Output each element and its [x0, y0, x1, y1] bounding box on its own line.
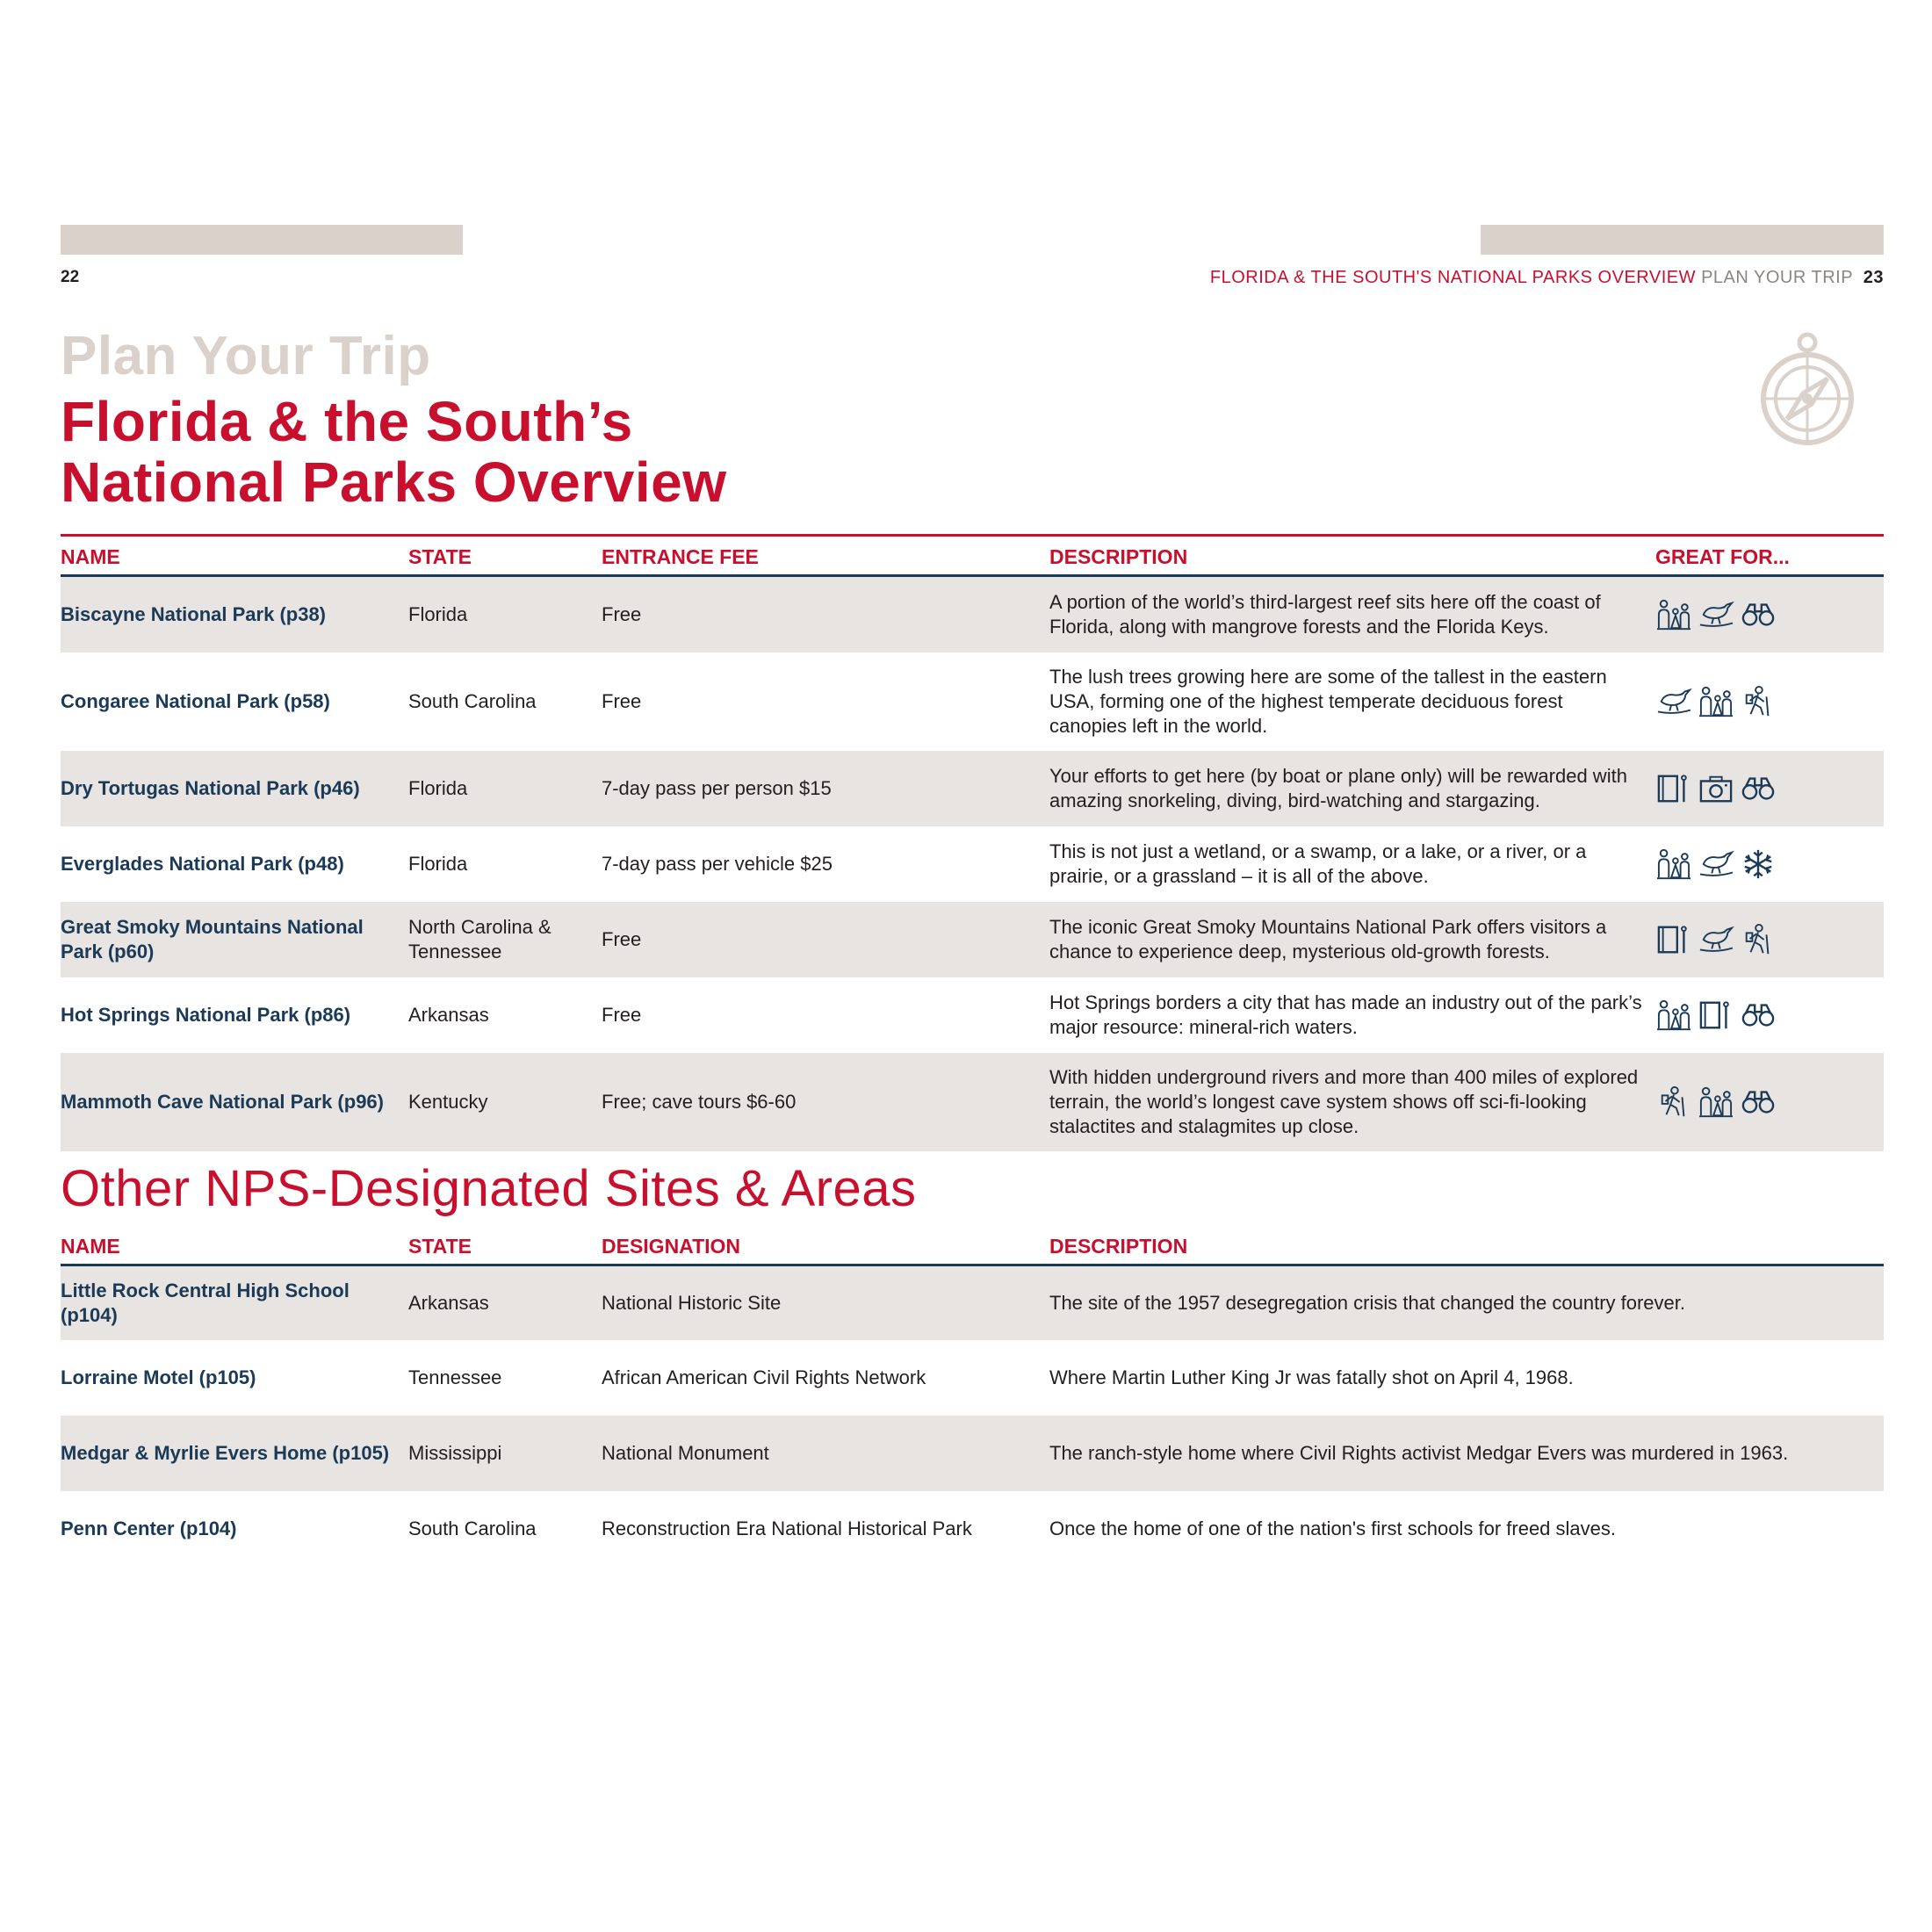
col-header-fee: ENTRANCE FEE: [602, 545, 759, 568]
table-row: [61, 1053, 1884, 1151]
park-name: Biscayne National Park (p38): [61, 576, 408, 652]
family-icon: [1655, 598, 1692, 631]
table-row: [61, 652, 1884, 751]
park-description: The iconic Great Smoky Mountains National Park offers visitors a chance to experience deep, mysterious old-growth forests.: [1049, 902, 1655, 977]
sites-table: [61, 1224, 1884, 1567]
page-number-left: 22: [61, 268, 80, 286]
table-row: [61, 826, 1884, 902]
park-fee: Free: [602, 689, 642, 712]
park-fee: Free: [602, 1003, 642, 1026]
great-for-icons: [1655, 977, 1884, 1053]
running-head: [1210, 268, 1884, 288]
site-designation: Reconstruction Era National Historical Park: [602, 1517, 972, 1539]
table-row: [61, 1491, 1884, 1567]
hiking-icon: [1740, 923, 1777, 956]
col-header-name: NAME: [61, 1234, 120, 1258]
binoculars-icon: [1740, 772, 1777, 805]
park-description: This is not just a wetland, or a swamp, or a lake, or a river, or a prairie, or a grassland – it is all of the above.: [1049, 840, 1587, 887]
park-state: Florida: [408, 852, 468, 875]
site-description: The ranch-style home where Civil Rights activist Medgar Evers was murdered in 1963.: [1049, 1416, 1884, 1491]
page-number-right: 23: [1863, 268, 1884, 287]
site-designation: National Historic Site: [602, 1265, 1049, 1340]
running-head-section: FLORIDA & THE SOUTH'S NATIONAL PARKS OVERVIEW: [1209, 268, 1696, 287]
family-icon: [1655, 998, 1692, 1032]
table-row: [61, 977, 1884, 1053]
parks-table: [61, 534, 1884, 1151]
camera-icon: [1698, 772, 1734, 805]
park-state: South Carolina: [408, 689, 537, 712]
compass-icon: [1759, 332, 1856, 451]
park-name: Great Smoky Mountains National Park (p60): [61, 902, 408, 977]
park-fee: 7-day pass per vehicle $25: [602, 852, 833, 875]
snowflake-icon: [1740, 847, 1777, 881]
park-description: A portion of the world’s third-largest reef sits here off the coast of Florida, along with mangrove forests and the Florida Keys.: [1049, 576, 1655, 652]
site-name: Medgar & Myrlie Evers Home (p105): [61, 1416, 408, 1491]
great-for-icons: [1655, 652, 1884, 751]
park-state: Florida: [408, 751, 602, 826]
park-description: Your efforts to get here (by boat or plane only) will be rewarded with amazing snorkeling, diving, bird-watching and stargazing.: [1049, 751, 1655, 826]
bird-icon: [1698, 847, 1734, 881]
col-header-designation: DESIGNATION: [602, 1234, 741, 1258]
park-name: Congaree National Park (p58): [61, 689, 330, 712]
col-header-description: DESCRIPTION: [1049, 545, 1188, 568]
park-fee: Free: [602, 576, 1049, 652]
col-header-name: NAME: [61, 545, 120, 568]
site-description: Once the home of one of the nation's first schools for freed slaves.: [1049, 1517, 1616, 1539]
bird-icon: [1698, 923, 1734, 956]
col-header-description: DESCRIPTION: [1049, 1234, 1188, 1258]
great-for-icons: [1655, 576, 1884, 652]
table-row: [61, 751, 1884, 826]
page-title: [61, 392, 727, 513]
other-sites-title: Other NPS-Designated Sites & Areas: [61, 1160, 917, 1217]
family-icon: [1698, 1085, 1734, 1119]
site-designation: National Monument: [602, 1416, 1049, 1491]
site-description: Where Martin Luther King Jr was fatally shot on April 4, 1968.: [1049, 1366, 1574, 1388]
chapter-kicker: Plan Your Trip: [61, 326, 431, 386]
col-header-great-for: GREAT FOR...: [1655, 545, 1790, 568]
park-description: The lush trees growing here are some of the tallest in the eastern USA, forming one of the highest temperate deciduous forest canopies left in the world.: [1049, 665, 1607, 737]
great-for-icons: [1655, 902, 1884, 977]
site-name: Penn Center (p104): [61, 1517, 237, 1539]
history-icon: [1655, 772, 1692, 805]
binoculars-icon: [1740, 1085, 1777, 1119]
great-for-icons: [1655, 1053, 1884, 1151]
park-fee: Free: [602, 902, 1049, 977]
great-for-icons: [1655, 826, 1884, 902]
park-name: Mammoth Cave National Park (p96): [61, 1053, 408, 1151]
park-state: Florida: [408, 576, 602, 652]
history-icon: [1655, 923, 1692, 956]
site-state: South Carolina: [408, 1517, 537, 1539]
family-icon: [1698, 685, 1734, 718]
site-name: Little Rock Central High School (p104): [61, 1265, 408, 1340]
binoculars-icon: [1740, 598, 1777, 631]
binoculars-icon: [1740, 998, 1777, 1032]
running-head-chapter: PLAN YOUR TRIP: [1701, 268, 1853, 287]
great-for-icons: [1655, 751, 1884, 826]
hiking-icon: [1740, 685, 1777, 718]
park-name: Hot Springs National Park (p86): [61, 1003, 351, 1026]
site-state: Arkansas: [408, 1265, 602, 1340]
park-description: With hidden underground rivers and more than 400 miles of explored terrain, the world’s longest cave system shows off sci-fi-looking stalactites and stalagmites up close.: [1049, 1053, 1655, 1151]
table-row: [61, 902, 1884, 977]
site-name: Lorraine Motel (p105): [61, 1366, 256, 1388]
park-name: Everglades National Park (p48): [61, 852, 344, 875]
bird-icon: [1655, 685, 1692, 718]
park-fee: 7-day pass per person $15: [602, 751, 1049, 826]
park-name: Dry Tortugas National Park (p46): [61, 751, 408, 826]
park-state: Arkansas: [408, 1003, 489, 1026]
table-row: [61, 1340, 1884, 1416]
park-state: Kentucky: [408, 1053, 602, 1151]
site-designation: African American Civil Rights Network: [602, 1366, 926, 1388]
col-header-state: STATE: [408, 1234, 472, 1258]
park-description: Hot Springs borders a city that has made an industry out of the park’s major resource: mineral-rich waters.: [1049, 991, 1642, 1038]
site-state: Mississippi: [408, 1416, 602, 1491]
bird-icon: [1698, 598, 1734, 631]
site-description: The site of the 1957 desegregation crisis that changed the country forever.: [1049, 1265, 1884, 1340]
parks-table-header: [61, 536, 1884, 576]
table-row: [61, 1416, 1884, 1491]
park-fee: Free; cave tours $6-60: [602, 1053, 1049, 1151]
col-header-state: STATE: [408, 545, 472, 568]
site-state: Tennessee: [408, 1366, 502, 1388]
sites-table-header: [61, 1224, 1884, 1265]
park-state: North Carolina & Tennessee: [408, 902, 602, 977]
header-bar-left: [61, 225, 463, 255]
header-bar-right: [1481, 225, 1884, 255]
table-row: [61, 1265, 1884, 1340]
page-title-line-1: Florida & the South’s: [61, 390, 633, 453]
family-icon: [1655, 847, 1692, 881]
page-title-line-2: National Parks Overview: [61, 451, 727, 514]
table-row: [61, 576, 1884, 652]
hiking-icon: [1655, 1085, 1692, 1119]
history-icon: [1698, 998, 1734, 1032]
